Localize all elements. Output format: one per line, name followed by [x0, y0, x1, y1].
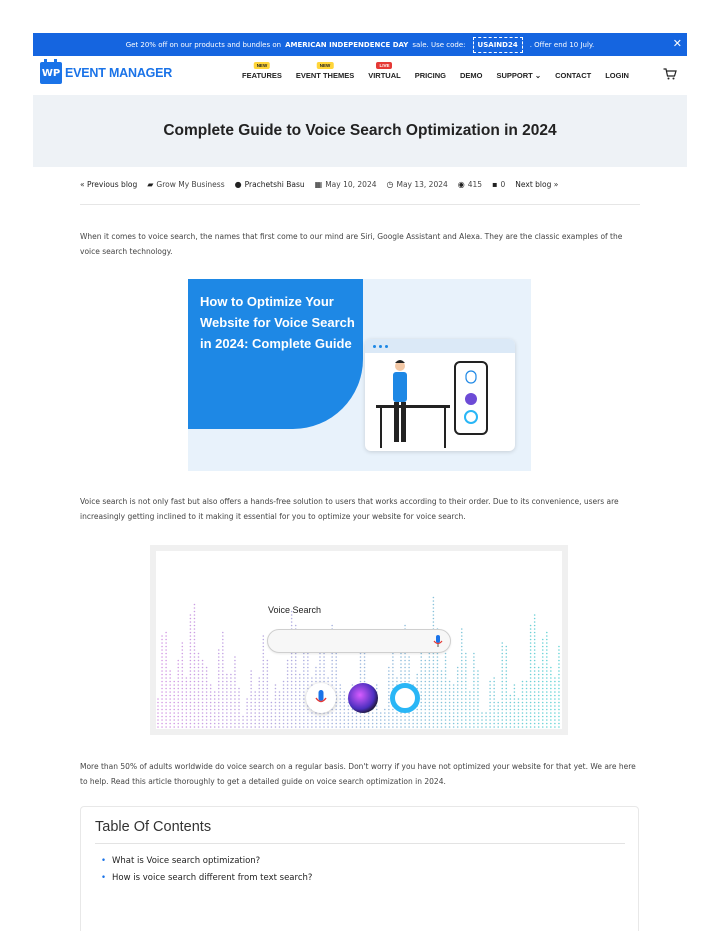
next-blog-link[interactable]: Next blog »	[515, 180, 559, 189]
clock-icon: ◷	[386, 180, 394, 189]
voice-search-label: Voice Search	[268, 605, 322, 615]
eye-icon: ◉	[457, 180, 465, 189]
page-title: Complete Guide to Voice Search Optimization in 2024	[163, 122, 557, 139]
promo-event: AMERICAN INDEPENDENCE DAY	[285, 40, 409, 49]
toc-item[interactable]: • What is Voice search optimization?	[101, 853, 312, 870]
mic-icon	[430, 633, 446, 649]
new-badge: NEW	[254, 62, 271, 69]
nav-support[interactable]	[496, 71, 541, 80]
site-logo[interactable]	[40, 62, 172, 84]
user-icon: ●	[234, 180, 242, 189]
alexa-icon	[390, 683, 420, 713]
promo-code[interactable]: USAIND24	[473, 37, 523, 53]
nav-pricing[interactable]	[415, 71, 446, 80]
views-label: 415	[467, 180, 483, 189]
category-link[interactable]	[147, 180, 224, 189]
logo-text: EVENT MANAGER	[65, 66, 173, 80]
cart-icon[interactable]	[663, 68, 677, 80]
published-label: May 10, 2024	[325, 180, 377, 189]
published-date	[315, 180, 377, 189]
toc-divider	[95, 843, 625, 844]
new-badge: NEW	[317, 62, 334, 69]
nav-virtual[interactable]	[368, 63, 401, 80]
nav-label: SUPPORT ⌄	[496, 71, 542, 80]
updated-label: May 13, 2024	[396, 180, 448, 189]
comment-icon: ▪	[492, 180, 498, 189]
comment-count[interactable]	[492, 180, 505, 189]
nav-label: CONTACT	[555, 71, 592, 80]
logo-badge: WP	[40, 62, 62, 84]
meta-divider	[80, 204, 640, 205]
page-header	[33, 95, 687, 167]
second-paragraph: Voice search is not only fast but also offers a hands-free solution to users that works according to their order. Due to its convenience, users are increasingly getting inclined to it making it essential for you to optimize your website for voice search.	[80, 497, 619, 521]
promo-banner	[33, 33, 687, 56]
updated-date	[387, 180, 448, 189]
close-icon[interactable]: ✕	[672, 37, 682, 50]
folder-icon: ▰	[147, 180, 154, 189]
comments-label: 0	[500, 180, 506, 189]
nav-event-themes[interactable]	[295, 63, 355, 80]
third-paragraph: More than 50% of adults worldwide do voice search on a regular basis. Don't worry if you have not optimized your website for that yet. We are here to help. Read this article thoroughly to get a detailed guide on voice search optimization in 2024.	[80, 762, 636, 786]
nav-label: EVENT THEMES	[295, 71, 355, 80]
intro-paragraph: When it comes to voice search, the names that first come to our mind are Siri, Google Assistant and Alexa. They are the classic examples of the voice search technology.	[80, 232, 623, 256]
category-label: Grow My Business	[156, 180, 225, 189]
navbar	[33, 56, 687, 94]
post-meta	[80, 180, 568, 189]
voice-search-image	[150, 545, 568, 735]
author-label: Prachetshi Basu	[244, 180, 305, 189]
nav-label: VIRTUAL	[368, 71, 401, 80]
voice-search-box-illustration	[267, 629, 451, 653]
nav-login[interactable]	[605, 71, 629, 80]
nav-label: PRICING	[414, 71, 446, 80]
table-of-contents	[80, 806, 639, 931]
featured-image-title: How to Optimize Your Website for Voice Search in 2024: Complete Guide	[200, 294, 355, 351]
nav-label: DEMO	[459, 71, 483, 80]
toc-list	[101, 853, 312, 887]
featured-image	[188, 279, 531, 471]
toc-item[interactable]: • How is voice search different from text search?	[101, 870, 312, 887]
toc-title: Table Of Contents	[95, 819, 212, 835]
nav-label: LOGIN	[605, 71, 629, 80]
promo-text-after: . Offer end 10 July.	[529, 40, 595, 49]
promo-text-middle: sale. Use code:	[412, 40, 466, 49]
view-count	[458, 180, 482, 189]
siri-icon	[348, 683, 378, 713]
nav-features[interactable]	[242, 63, 282, 80]
previous-blog-link[interactable]: « Previous blog	[80, 180, 138, 189]
google-mic-icon	[306, 683, 336, 713]
phone-illustration	[454, 361, 488, 435]
live-badge: LIVE	[376, 62, 392, 69]
nav-contact[interactable]	[555, 71, 591, 80]
person-illustration	[388, 359, 412, 447]
author-link[interactable]	[235, 180, 305, 189]
calendar-icon: ▦	[314, 180, 323, 189]
promo-text: Get 20% off on our products and bundles on	[125, 40, 282, 49]
nav-label: FEATURES	[242, 71, 282, 80]
main-nav	[242, 63, 643, 80]
nav-demo[interactable]	[460, 71, 483, 80]
